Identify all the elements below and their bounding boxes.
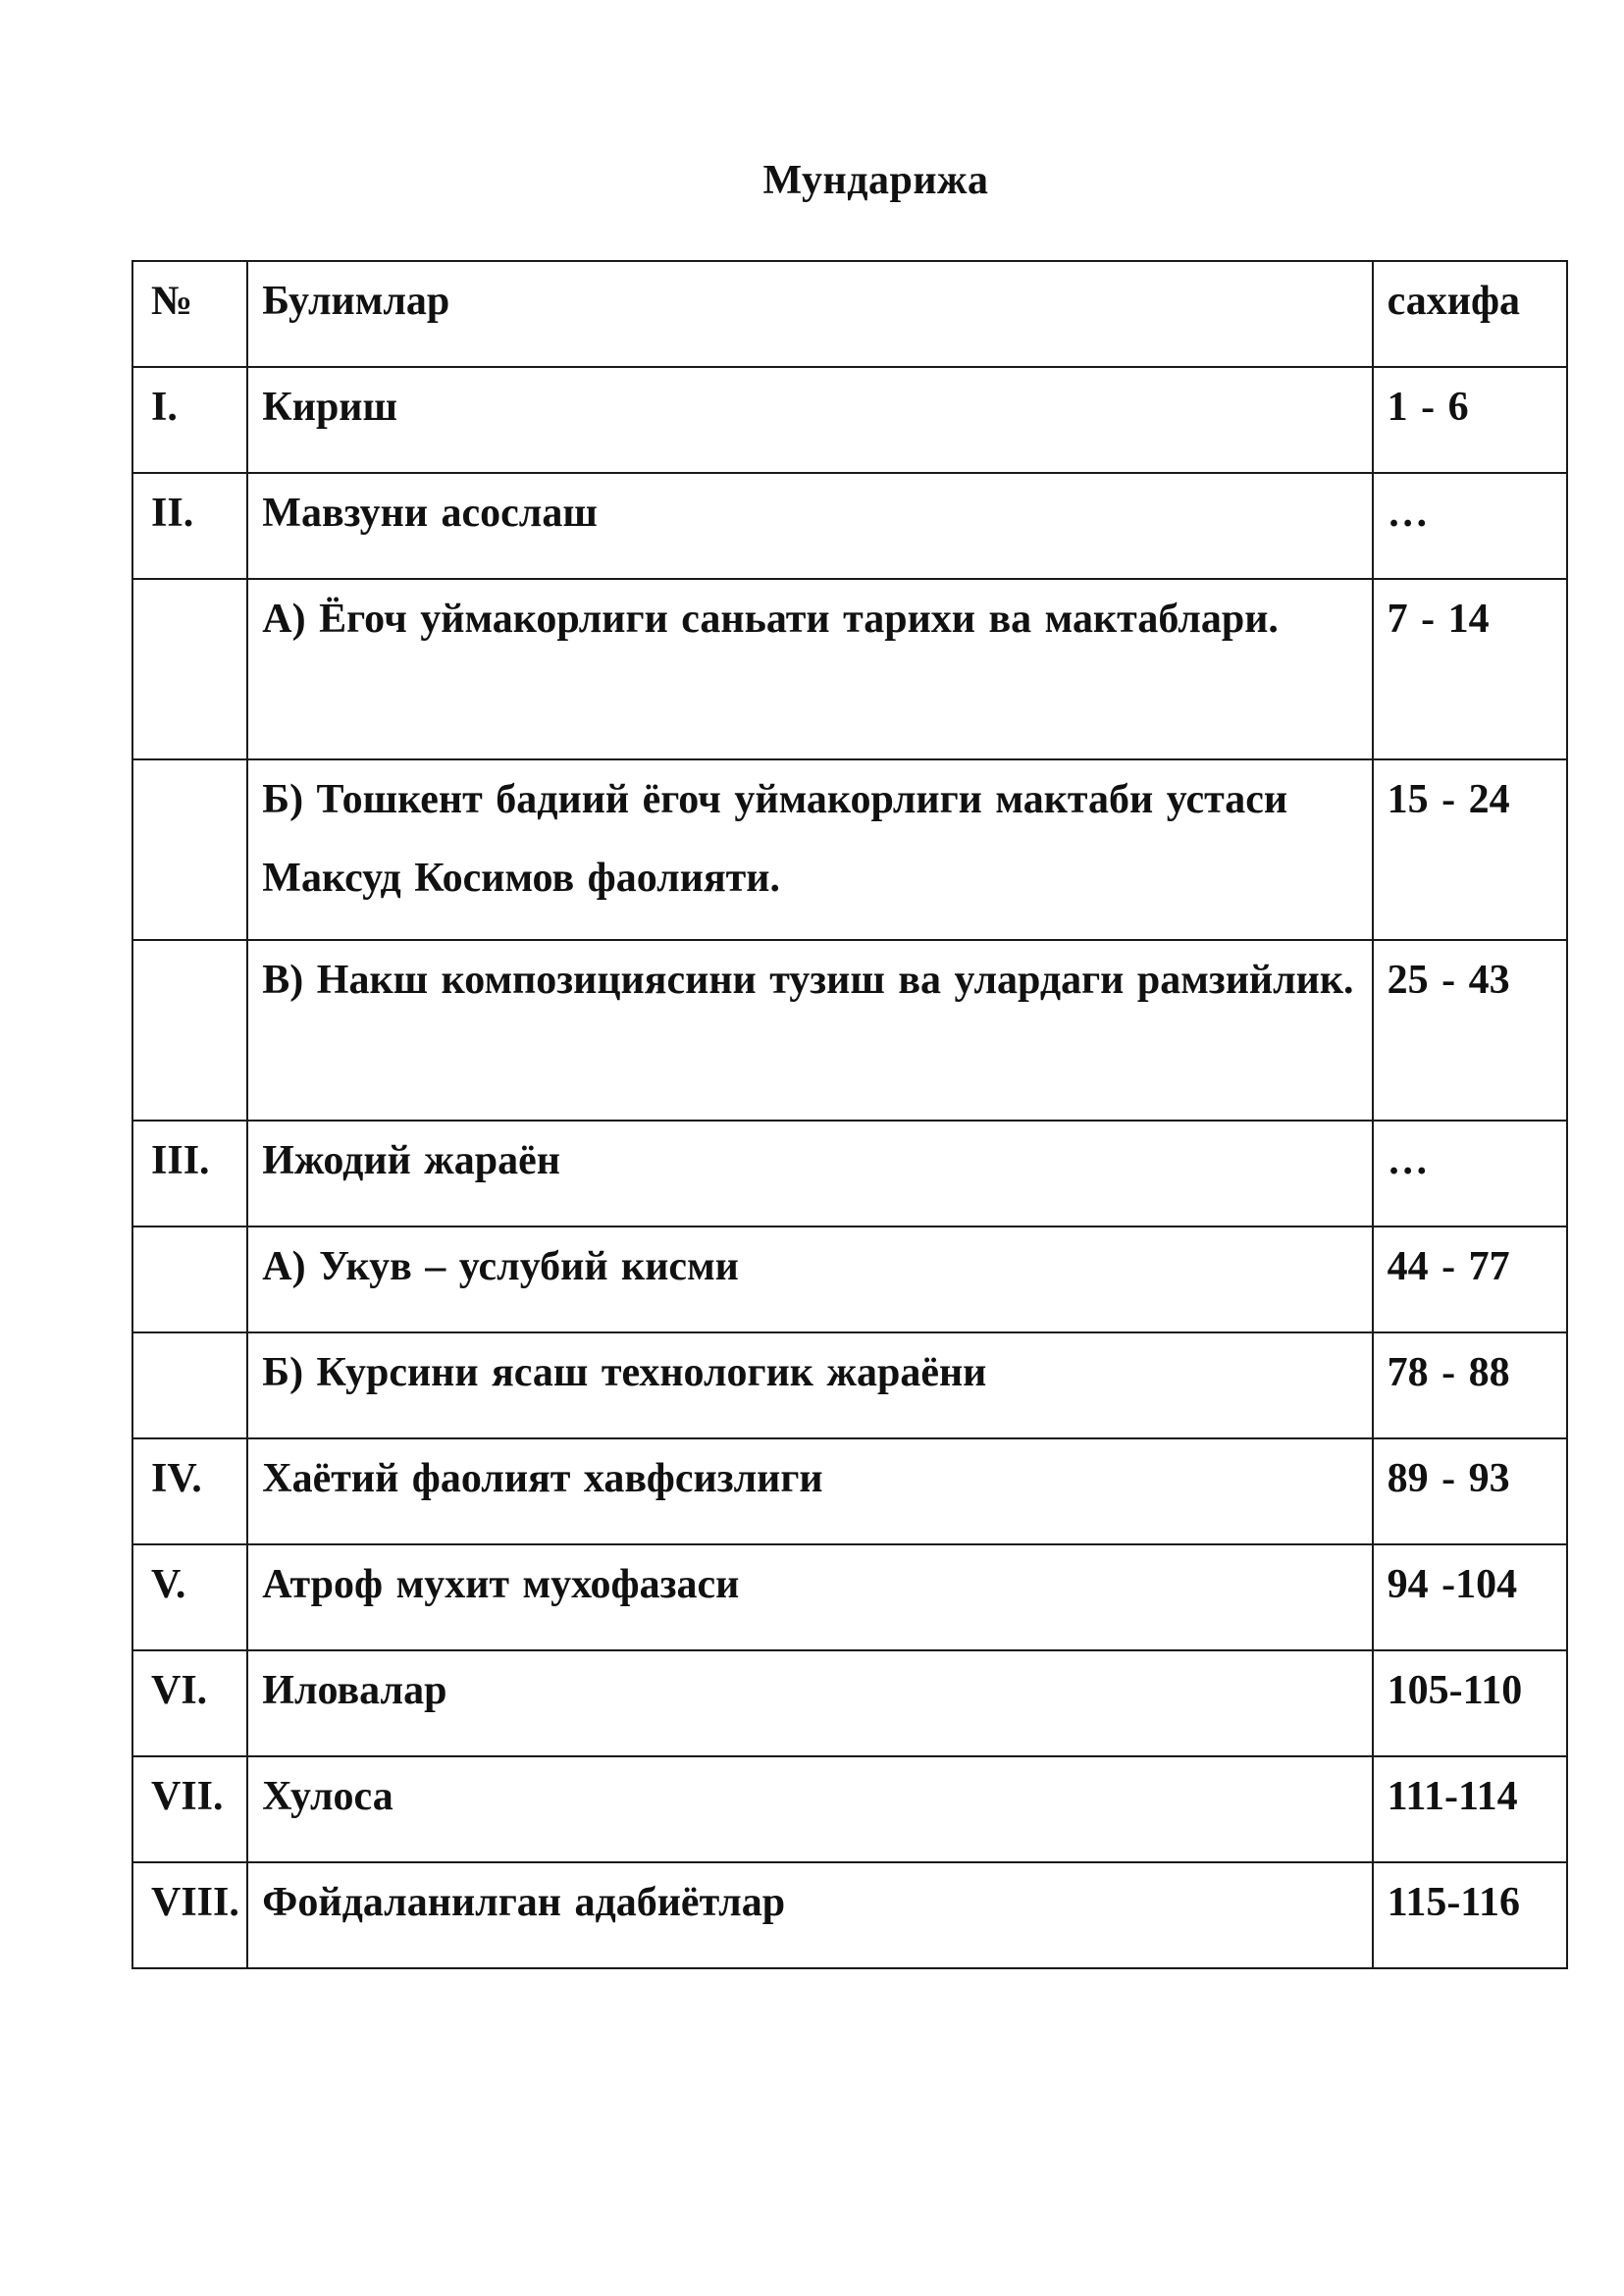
row-title: Хулоса — [247, 1756, 1372, 1862]
row-title: Ижодий жараён — [247, 1121, 1372, 1226]
table-row — [132, 1332, 1567, 1438]
row-title: Фойдаланилган адабиётлар — [247, 1862, 1372, 1968]
row-number: I. — [132, 367, 247, 473]
row-pages: 105-110 — [1373, 1650, 1567, 1756]
row-number: III. — [132, 1121, 247, 1226]
header-number: № — [132, 261, 247, 367]
table-row — [132, 1438, 1567, 1544]
table-row — [132, 759, 1567, 940]
table-of-contents — [131, 260, 1568, 1969]
table-row — [132, 1226, 1567, 1332]
row-number — [132, 579, 247, 759]
row-title: Иловалар — [247, 1650, 1372, 1756]
row-title: Атроф мухит мухофазаси — [247, 1544, 1372, 1650]
header-section: Булимлар — [247, 261, 1372, 367]
row-pages: 25 - 43 — [1373, 940, 1567, 1121]
row-number: VII. — [132, 1756, 247, 1862]
row-number — [132, 1332, 247, 1438]
row-title: Мавзуни асослаш — [247, 473, 1372, 579]
row-title: А) Ёгоч уймакорлиги саньати тарихи ва мактаблари. — [247, 579, 1372, 759]
row-number: VI. — [132, 1650, 247, 1756]
row-pages: 44 - 77 — [1373, 1226, 1567, 1332]
table-row — [132, 1650, 1567, 1756]
row-number — [132, 1226, 247, 1332]
row-title: Хаётий фаолият хавфсизлиги — [247, 1438, 1372, 1544]
table-row — [132, 367, 1567, 473]
table-row — [132, 1544, 1567, 1650]
table-row — [132, 1756, 1567, 1862]
row-title: А) Укув – услубий кисми — [247, 1226, 1372, 1332]
table-row — [132, 940, 1567, 1121]
row-number: VIII. — [132, 1862, 247, 1968]
row-pages: … — [1373, 1121, 1567, 1226]
row-pages: 115-116 — [1373, 1862, 1567, 1968]
table-header-row — [132, 261, 1567, 367]
row-pages: 7 - 14 — [1373, 579, 1567, 759]
page-title: Мундарижа — [762, 158, 989, 203]
row-title: Б) Курсини ясаш технологик жараёни — [247, 1332, 1372, 1438]
row-title: Б) Тошкент бадиий ёгоч уймакорлиги мактаби устаси Максуд Косимов фаолияти. — [247, 759, 1372, 940]
row-title: В) Накш композициясини тузиш ва улардаги рамзийлик. — [247, 940, 1372, 1121]
row-pages: 78 - 88 — [1373, 1332, 1567, 1438]
row-pages: 15 - 24 — [1373, 759, 1567, 940]
table-row — [132, 579, 1567, 759]
table-row — [132, 1121, 1567, 1226]
row-pages: 111-114 — [1373, 1756, 1567, 1862]
row-title: Кириш — [247, 367, 1372, 473]
table-row — [132, 473, 1567, 579]
table-row — [132, 1862, 1567, 1968]
row-pages: 89 - 93 — [1373, 1438, 1567, 1544]
row-number: II. — [132, 473, 247, 579]
row-number: V. — [132, 1544, 247, 1650]
row-pages: … — [1373, 473, 1567, 579]
row-pages: 94 -104 — [1373, 1544, 1567, 1650]
row-pages: 1 - 6 — [1373, 367, 1567, 473]
row-number — [132, 940, 247, 1121]
header-page: сахифа — [1373, 261, 1567, 367]
row-number: IV. — [132, 1438, 247, 1544]
row-number — [132, 759, 247, 940]
